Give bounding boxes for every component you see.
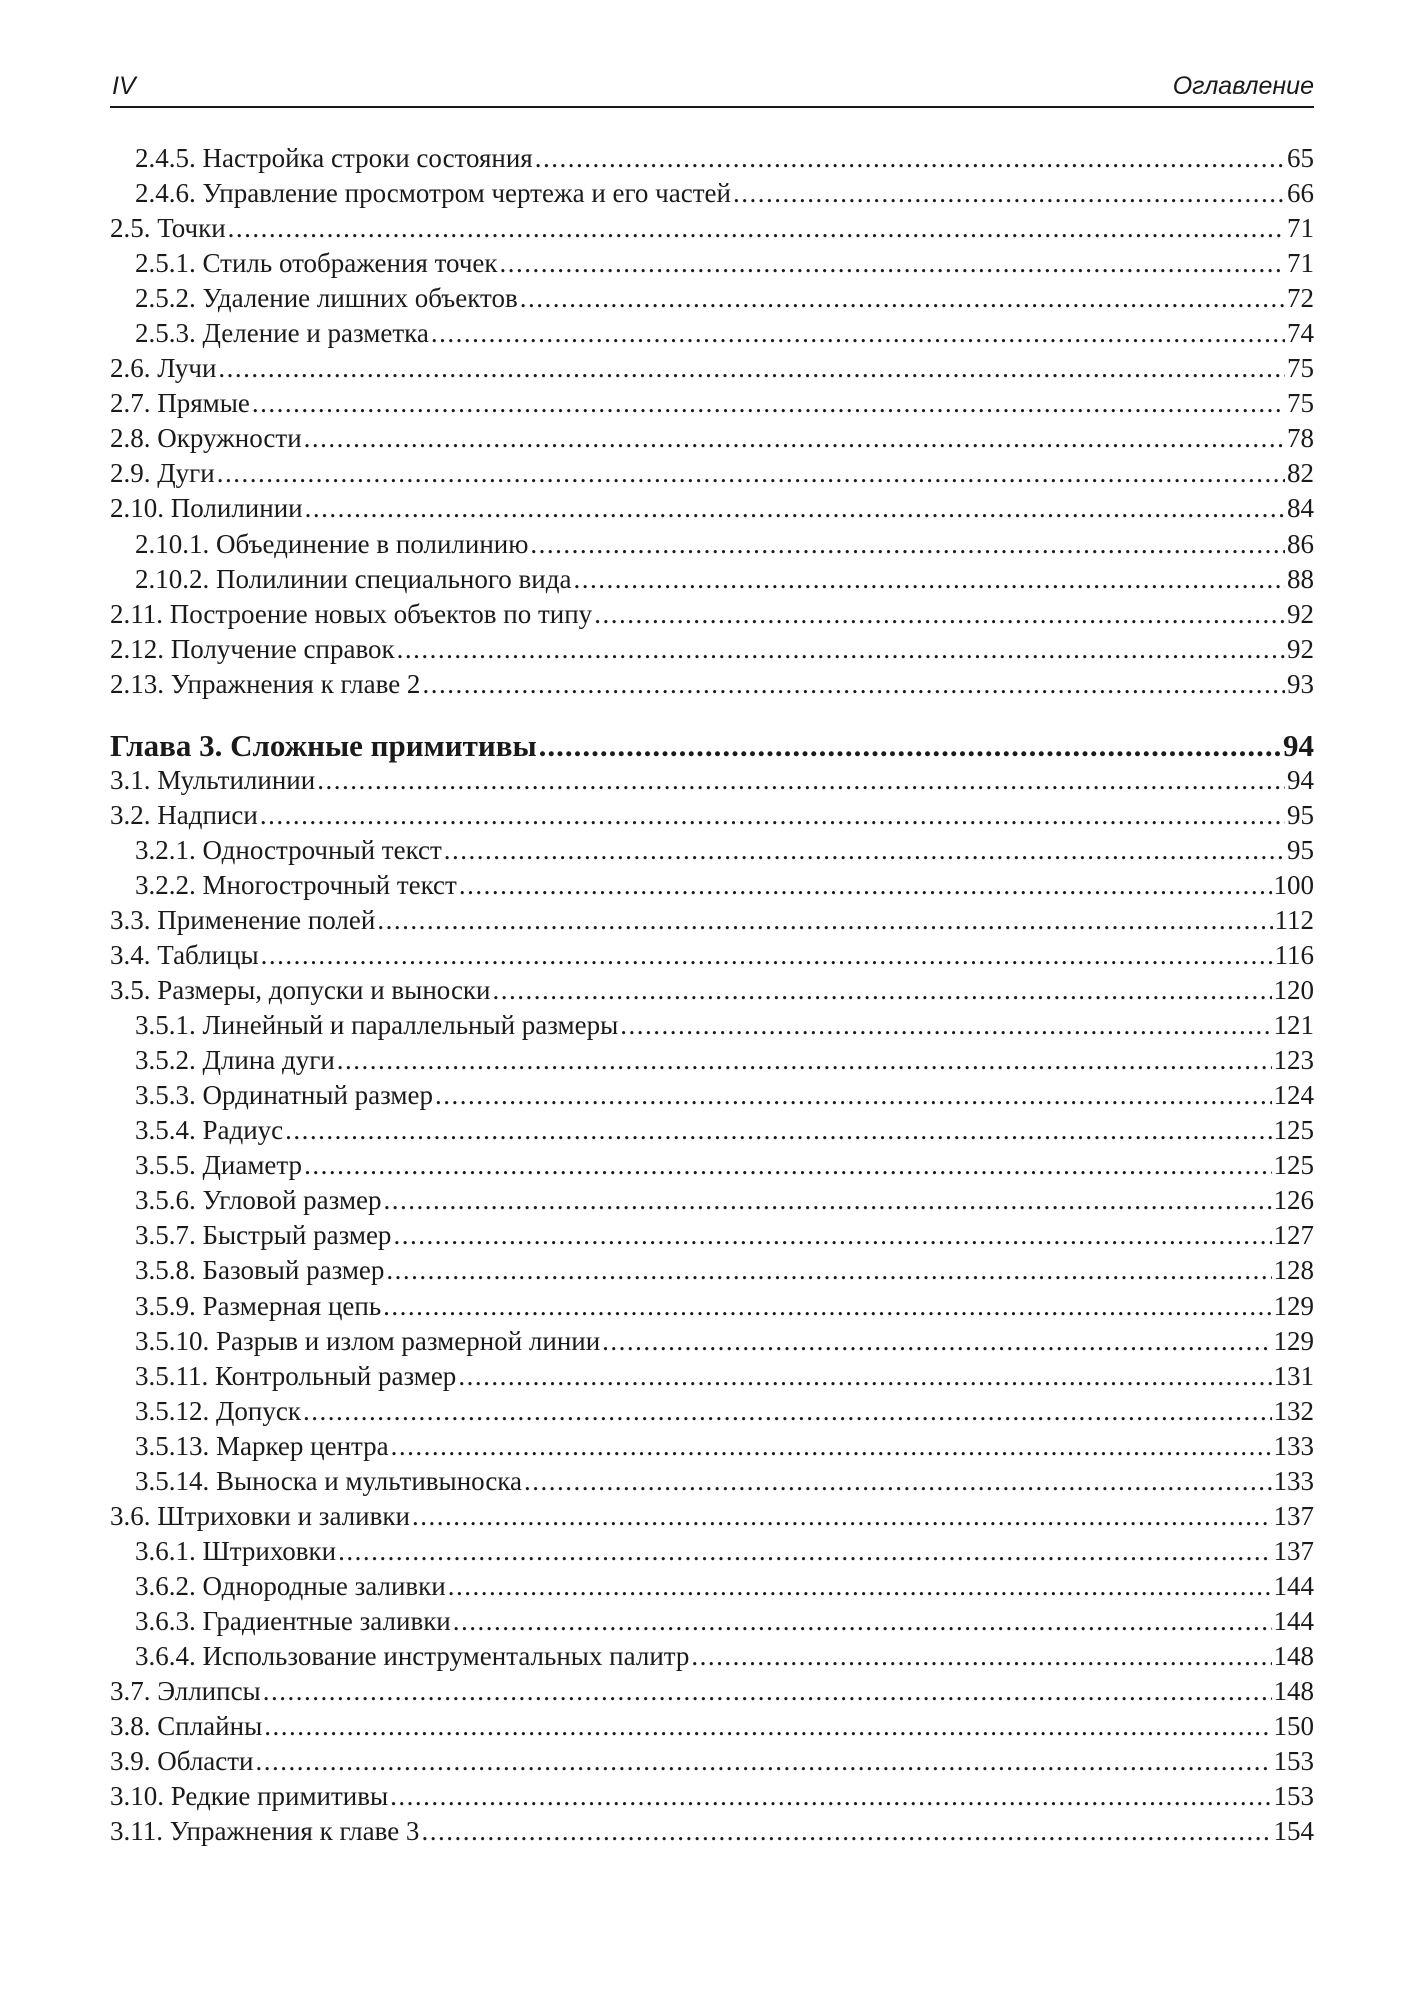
toc-entry: [110, 1606, 1314, 1641]
toc-dot-leader: [304, 1150, 1271, 1181]
toc-entry-page: 75: [1287, 353, 1314, 384]
toc-entry-page: 125: [1273, 1115, 1314, 1146]
toc-entry-title: Глава 3. Сложные примитивы: [110, 727, 537, 763]
toc-entry: [110, 1571, 1314, 1606]
toc-entry: [110, 634, 1314, 669]
toc-entry-title: 3.5.9. Размерная цепь: [135, 1290, 382, 1321]
toc-entry: [110, 1255, 1314, 1290]
toc-entry-title: 3.5.2. Длина дуги: [135, 1045, 335, 1076]
toc-dot-leader: [383, 1291, 1271, 1322]
toc-entry: [110, 1536, 1314, 1571]
toc-dot-leader: [539, 728, 1281, 764]
toc-dot-leader: [422, 669, 1285, 700]
toc-dot-leader: [261, 940, 1273, 971]
toc-dot-leader: [459, 870, 1272, 901]
toc-entry: [110, 1676, 1314, 1711]
toc-dot-leader: [397, 634, 1285, 665]
toc-dot-leader: [535, 143, 1285, 174]
toc-dot-leader: [264, 1711, 1271, 1742]
toc-dot-leader: [493, 975, 1272, 1006]
toc-dot-leader: [252, 388, 1285, 419]
toc-entry-title: 2.5. Точки: [110, 213, 226, 244]
toc-entry: [110, 564, 1314, 599]
toc-entry-page: 116: [1274, 940, 1314, 971]
toc-entry: [110, 1641, 1314, 1676]
toc-entry-page: 65: [1287, 143, 1314, 173]
toc-entry-title: 3.5.10. Разрыв и излом размерной линии: [135, 1325, 601, 1356]
toc-entry: [110, 1501, 1314, 1536]
toc-dot-leader: [500, 248, 1285, 279]
toc-entry-title: 2.10.1. Объединение в полилинию: [135, 528, 529, 559]
toc-entry: [110, 1080, 1314, 1115]
toc-entry-page: 112: [1274, 904, 1314, 935]
toc-entry-page: 129: [1273, 1325, 1314, 1356]
toc-entry-page: 133: [1273, 1430, 1314, 1461]
toc-entry-title: 2.5.3. Деление и разметка: [135, 318, 429, 349]
toc-entry-title: 3.8. Сплайны: [110, 1711, 263, 1742]
toc-entry: [110, 178, 1314, 213]
toc-entry-title: 3.5.13. Маркер центра: [135, 1430, 389, 1461]
toc-entry: [110, 318, 1314, 353]
toc-entry-page: 71: [1287, 213, 1314, 244]
toc-entry: [110, 1711, 1314, 1746]
toc-entry-page: 148: [1273, 1676, 1314, 1707]
header-divider: [110, 106, 1314, 108]
toc-entry-title: 3.7. Эллипсы: [110, 1676, 261, 1707]
toc-entry-title: 3.5.1. Линейный и параллельный размеры: [135, 1010, 619, 1041]
toc-entry: [110, 1115, 1314, 1150]
toc-entry: [110, 529, 1314, 564]
toc-entry: [110, 1746, 1314, 1781]
toc-entry-title: 2.5.2. Удаление лишних объектов: [135, 283, 518, 314]
toc-entry-page: 144: [1273, 1605, 1314, 1636]
toc-entry: [110, 1220, 1314, 1255]
toc-entry-title: 2.6. Лучи: [110, 353, 217, 384]
toc-dot-leader: [412, 1501, 1272, 1532]
toc-entry-title: 3.6.4. Использование инструментальных палитр: [135, 1640, 690, 1671]
toc-entry-page: 124: [1273, 1080, 1314, 1111]
toc-entry-title: 2.8. Окружности: [110, 423, 302, 454]
toc-entry-page: 148: [1273, 1640, 1314, 1671]
toc-entry-page: 154: [1273, 1816, 1314, 1847]
toc-dot-leader: [594, 599, 1285, 630]
toc-entry-page: 94: [1287, 764, 1314, 795]
toc-entry: [110, 1466, 1314, 1501]
toc-entry-page: 88: [1287, 563, 1314, 594]
toc-entry-page: 121: [1273, 1010, 1314, 1041]
toc-entry-title: 3.1. Мультилинии: [110, 764, 316, 795]
toc-entry-title: 3.5.7. Быстрый размер: [135, 1220, 392, 1251]
toc-entry-title: 3.5. Размеры, допуски и выноски: [110, 975, 491, 1006]
toc-entry-title: 3.5.8. Базовый размер: [135, 1255, 385, 1286]
toc-entry-title: 2.4.6. Управление просмотром чертежа и его частей: [135, 178, 731, 209]
toc-entry: [110, 1185, 1314, 1220]
toc-entry-page: 131: [1273, 1360, 1314, 1391]
toc-entry-title: 3.4. Таблицы: [110, 940, 259, 971]
toc-entry: [110, 143, 1314, 178]
toc-dot-leader: [602, 1326, 1271, 1357]
toc-entry-title: 2.13. Упражнения к главе 2: [110, 668, 421, 699]
toc-entry-title: 2.10. Полилинии: [110, 493, 303, 524]
toc-entry-page: 125: [1273, 1150, 1314, 1181]
toc-dot-leader: [384, 1185, 1272, 1216]
toc-entry-title: 3.5.5. Диаметр: [135, 1150, 303, 1181]
toc-entry: [110, 248, 1314, 283]
toc-entry-page: 137: [1273, 1535, 1314, 1566]
toc-entry-title: 2.7. Прямые: [110, 388, 250, 419]
toc-dot-leader: [458, 1361, 1271, 1392]
toc-dot-leader: [218, 353, 1285, 384]
toc-entry-title: 3.2.1. Однострочный текст: [135, 834, 442, 865]
toc-entry: [110, 493, 1314, 528]
toc-entry: [110, 669, 1314, 704]
toc-entry-page: 84: [1287, 493, 1314, 524]
toc-entry-page: 129: [1273, 1290, 1314, 1321]
toc-entry-page: 127: [1273, 1220, 1314, 1251]
toc-dot-leader: [260, 800, 1285, 831]
toc-entry-title: 3.6.1. Штриховки: [135, 1535, 337, 1566]
toc-dot-leader: [217, 458, 1285, 489]
toc-entry-title: 2.12. Получение справок: [110, 633, 395, 664]
toc-dot-leader: [256, 1746, 1272, 1777]
toc-entry-title: 3.5.12. Допуск: [135, 1395, 301, 1426]
toc-entry: [110, 599, 1314, 634]
toc-entry-title: 3.6. Штриховки и заливки: [110, 1500, 410, 1531]
toc-entry-title: 3.5.3. Ординатный размер: [135, 1080, 433, 1111]
toc-entry-page: 120: [1273, 975, 1314, 1006]
toc-entry-page: 72: [1287, 283, 1314, 314]
toc-entry: [110, 1326, 1314, 1361]
toc-dot-leader: [520, 283, 1285, 314]
toc-entry: [110, 1010, 1314, 1045]
toc-entry: [110, 905, 1314, 940]
toc-entry-page: 86: [1287, 528, 1314, 559]
toc-dot-leader: [431, 318, 1285, 349]
toc-dot-leader: [317, 765, 1285, 796]
toc-entry-title: 2.5.1. Стиль отображения точек: [135, 248, 498, 279]
toc-entry-title: 2.4.5. Настройка строки состояния: [135, 143, 533, 173]
toc-dot-leader: [386, 1255, 1271, 1286]
toc-entry: [110, 1816, 1314, 1851]
toc-entry: [110, 458, 1314, 493]
toc-dot-leader: [377, 905, 1272, 936]
page-number: IV: [112, 72, 136, 100]
toc-entry-page: 144: [1273, 1570, 1314, 1601]
toc-entry: [110, 1150, 1314, 1185]
toc-entry-page: 123: [1273, 1045, 1314, 1076]
toc-entry-title: 2.11. Построение новых объектов по типу: [110, 598, 593, 629]
toc-entry-title: 3.5.11. Контрольный размер: [135, 1360, 457, 1391]
toc-entry: [110, 940, 1314, 975]
toc-entry-page: 150: [1273, 1711, 1314, 1742]
toc-entry: [110, 388, 1314, 423]
toc-entry-page: 66: [1287, 178, 1314, 209]
toc-entry: [110, 835, 1314, 870]
toc-dot-leader: [393, 1220, 1271, 1251]
toc-entry: [110, 423, 1314, 458]
toc-entry-page: 153: [1273, 1781, 1314, 1812]
toc-entry-page: 132: [1273, 1395, 1314, 1426]
toc-chapter-entry: [110, 728, 1314, 763]
toc-entry: [110, 1396, 1314, 1431]
toc-dot-leader: [733, 178, 1285, 209]
toc-entry-title: 3.10. Редкие примитивы: [110, 1781, 389, 1812]
toc-entry-title: 2.10.2. Полилинии специального вида: [135, 563, 572, 594]
toc-entry-page: 92: [1287, 633, 1314, 664]
toc-dot-leader: [390, 1781, 1271, 1812]
toc-dot-leader: [337, 1045, 1272, 1076]
toc-entry-page: 82: [1287, 458, 1314, 489]
toc-entry-title: 3.3. Применение полей: [110, 904, 376, 935]
toc-entry-title: 3.5.14. Выноска и мультивыноска: [135, 1465, 522, 1496]
toc-entry-page: 133: [1273, 1465, 1314, 1496]
toc-entry: [110, 1291, 1314, 1326]
page-header: [110, 68, 1314, 108]
toc-entry: [110, 1045, 1314, 1080]
running-title: Оглавление: [1172, 72, 1314, 100]
toc-dot-leader: [573, 564, 1285, 595]
toc-dot-leader: [620, 1010, 1271, 1041]
toc-entry-page: 92: [1287, 598, 1314, 629]
toc-entry-title: 3.5.4. Радиус: [135, 1115, 284, 1146]
toc-dot-leader: [444, 835, 1285, 866]
toc-entry-page: 153: [1273, 1746, 1314, 1777]
toc-entry-title: 3.11. Упражнения к главе 3: [110, 1816, 420, 1847]
toc-entry: [110, 353, 1314, 388]
toc-entry-page: 137: [1273, 1500, 1314, 1531]
toc-entry: [110, 1361, 1314, 1396]
toc-entry-page: 75: [1287, 388, 1314, 419]
toc-entry-page: 93: [1287, 668, 1314, 699]
toc-entry-title: 3.2.2. Многострочный текст: [135, 869, 457, 900]
toc-dot-leader: [304, 423, 1285, 454]
toc-entry: [110, 870, 1314, 905]
toc-entry-title: 3.9. Области: [110, 1746, 254, 1777]
toc-entry-title: 3.6.2. Однородные заливки: [135, 1570, 446, 1601]
toc-entry-title: 2.9. Дуги: [110, 458, 215, 489]
toc-entry-page: 74: [1287, 318, 1314, 349]
toc-entry-page: 126: [1273, 1185, 1314, 1216]
toc-entry-page: 95: [1287, 799, 1314, 830]
toc-entry: [110, 800, 1314, 835]
toc-dot-leader: [448, 1571, 1272, 1602]
toc-dot-leader: [338, 1536, 1271, 1567]
toc-entry-title: 3.2. Надписи: [110, 799, 258, 830]
toc-dot-leader: [530, 529, 1285, 560]
toc-entry-page: 71: [1287, 248, 1314, 279]
toc-entry: [110, 213, 1314, 248]
toc-entry: [110, 1781, 1314, 1816]
toc-dot-leader: [285, 1115, 1271, 1146]
toc-entry-title: 3.6.3. Градиентные заливки: [135, 1605, 451, 1636]
toc-dot-leader: [263, 1676, 1272, 1707]
toc-dot-leader: [228, 213, 1285, 244]
toc-dot-leader: [691, 1641, 1271, 1672]
toc-dot-leader: [524, 1466, 1272, 1497]
toc-dot-leader: [453, 1606, 1272, 1637]
toc-entry-page: 128: [1273, 1255, 1314, 1286]
toc-dot-leader: [303, 1396, 1272, 1427]
toc-entry-page: 94: [1283, 727, 1314, 763]
toc-entry: [110, 765, 1314, 800]
toc-entry-page: 95: [1287, 834, 1314, 865]
toc-entry-page: 100: [1273, 869, 1314, 900]
toc-entry-title: 3.5.6. Угловой размер: [135, 1185, 382, 1216]
toc-dot-leader: [435, 1080, 1272, 1111]
toc-entry: [110, 1431, 1314, 1466]
toc-entry: [110, 975, 1314, 1010]
toc-dot-leader: [421, 1816, 1271, 1847]
toc-entry-page: 78: [1287, 423, 1314, 454]
toc-entry: [110, 283, 1314, 318]
toc-dot-leader: [305, 493, 1285, 524]
toc-dot-leader: [391, 1431, 1272, 1462]
table-of-contents: [110, 143, 1314, 1851]
